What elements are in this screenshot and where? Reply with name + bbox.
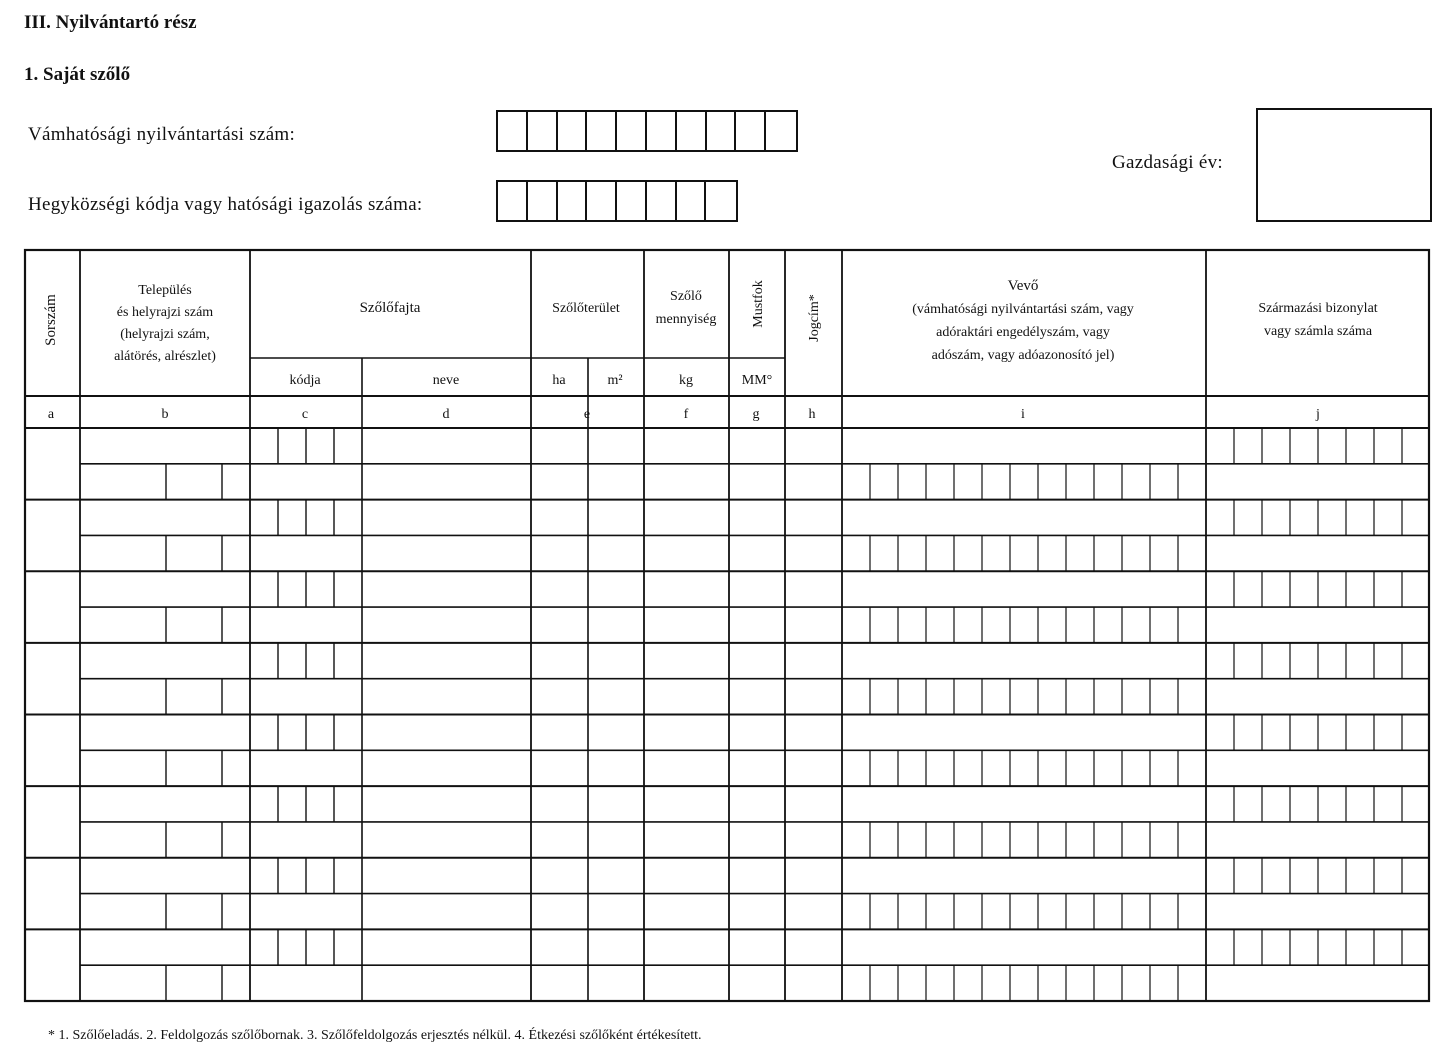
customs-number-label: Vámhatósági nyilvántartási szám: <box>28 124 296 145</box>
header-variety: Szőlőfajta <box>359 300 421 316</box>
header-buyer-line: adószám, vagy adóazonosító jel) <box>931 348 1115 363</box>
header-must: Mustfok <box>751 280 766 328</box>
header-kg: kg <box>679 373 693 388</box>
header-b-line: Település <box>138 283 192 298</box>
section-title: III. Nyilvántartó rész <box>24 12 197 33</box>
footnote: * 1. Szőlőeladás. 2. Feldolgozás szőlőbornak. 3. Szőlőfeldolgozás erjesztés nélkül. 4. Étkezési szőlőként értékesített. <box>48 1028 702 1043</box>
header-origin-line: Származási bizonylat <box>1258 301 1378 316</box>
column-letter: f <box>683 407 689 422</box>
header-b-line: és helyrajzi szám <box>116 305 214 320</box>
header-qty-line: mennyiség <box>655 312 717 327</box>
header-buyer-line: Vevő <box>1007 278 1039 294</box>
header-mm: MM° <box>741 373 773 388</box>
column-letter: d <box>442 407 450 422</box>
table-border <box>25 250 1429 1001</box>
subsection-title: 1. Saját szőlő <box>24 64 131 85</box>
header-a: Sorszám <box>43 294 59 346</box>
column-letter: a <box>47 407 55 422</box>
column-letter: j <box>1316 407 1320 422</box>
header-code: kódja <box>289 373 321 388</box>
header-origin-line: vagy számla száma <box>1263 324 1373 339</box>
header-qty-line: Szőlő <box>670 289 702 304</box>
column-letter: h <box>808 407 816 422</box>
column-letter: e <box>583 407 591 422</box>
header-buyer-line: adóraktári engedélyszám, vagy <box>936 325 1110 340</box>
header-name: neve <box>432 373 460 388</box>
header-m2: m² <box>607 373 623 388</box>
header-buyer-line: (vámhatósági nyilvántartási szám, vagy <box>912 302 1134 317</box>
column-letter: i <box>1021 407 1025 422</box>
column-letter: g <box>752 407 760 422</box>
fiscal-year-label: Gazdasági év: <box>1112 152 1223 173</box>
header-title: Jogcím* <box>807 294 822 342</box>
column-letter: c <box>301 407 309 422</box>
column-letter: b <box>161 407 169 422</box>
header-area: Szőlőterület <box>552 301 620 316</box>
header-b-line: (helyrajzi szám, <box>120 327 210 342</box>
header-b-line: alátörés, alrészlet) <box>114 349 216 364</box>
header-ha: ha <box>552 373 566 388</box>
community-code-label: Hegyközségi kódja vagy hatósági igazolás száma: <box>28 194 423 215</box>
